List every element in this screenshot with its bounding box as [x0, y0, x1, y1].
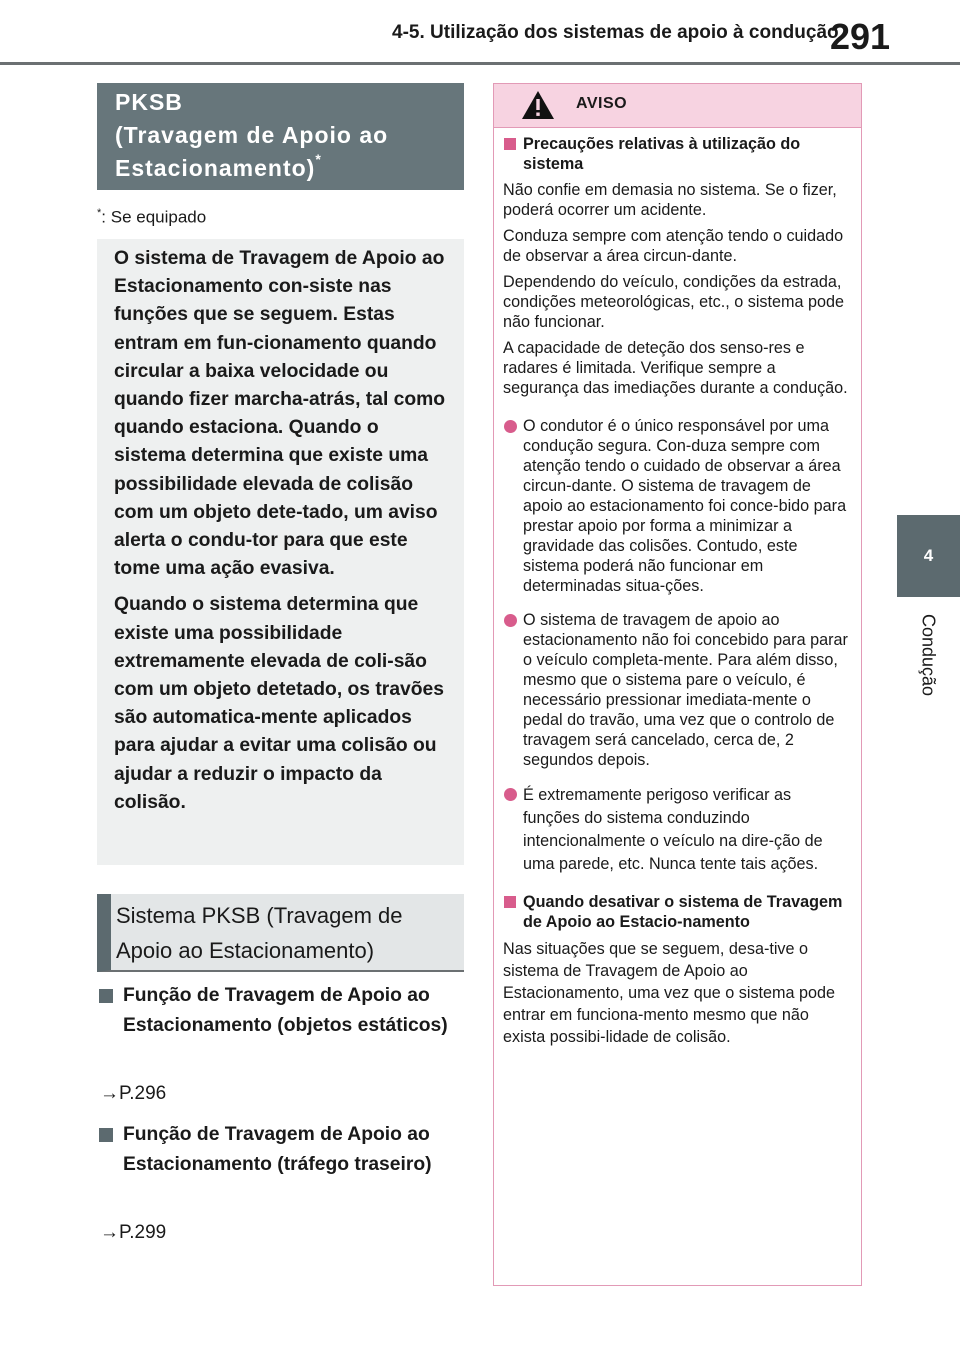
pksb-title-line-3: Estacionamento)	[115, 155, 316, 181]
intro-paragraph-2: Quando o sistema determina que existe uma possibilidade extremamente elevada de coli-são com um objeto detetado, os travões são automatica-mente aplicados para ajudar a evitar uma colisão ou ajudar a reduzir o impacto da colisão.	[114, 594, 444, 813]
footnote-text: : Se equipado	[101, 207, 207, 227]
chapter-label: Condução	[918, 613, 939, 697]
warning-paragraph: Nas situações que se seguem, desa-tive o sistema de Travagem de Apoio ao Estacionamento, uma vez que o sistema pode entrar em funciona-mento mesmo que não exista possibi-lidade de colisão.	[503, 940, 836, 1046]
page-header-title: 4-5. Utilização dos sistemas de apoio à condução	[392, 22, 839, 43]
warning-paragraph: Não confie em demasia no sistema. Se o fizer, poderá ocorrer um acidente.	[503, 181, 837, 219]
warning-subheading-deactivate	[503, 892, 849, 932]
warning-title: AVISO	[576, 95, 628, 112]
warning-paragraph: A capacidade de deteção dos senso-res e radares é limitada. Verifique sempre a segurança das imediações durante a condução.	[503, 339, 848, 397]
intro-paragraph-1: O sistema de Travagem de Apoio ao Estacionamento con-siste nas funções que se seguem. Estas entram em fun-cionamento quando circular a baixa velocidade ou quando fizer marcha-atrás, tal como quando estaciona. Quando o sistema determina que existe uma possibilidade elevada de colisão com um objeto dete-tado, um aviso alerta o condu-tor para que este tome uma ação evasiva.	[114, 248, 446, 580]
footnote-marker: *	[97, 207, 102, 219]
page-reference-link[interactable]: →P.299	[100, 1222, 167, 1243]
chapter-tab: 4	[897, 515, 960, 597]
square-bullet-icon	[504, 896, 516, 908]
round-bullet-icon	[504, 614, 517, 627]
square-bullet-icon	[99, 1128, 113, 1142]
warning-box	[493, 83, 862, 1286]
square-bullet-icon	[99, 989, 113, 1003]
bullet-text: É extremamente perigoso verificar as funções do sistema conduzindo intencionalmente o veículo na dire-ção de uma parede, etc. Nunca tente tais ações.	[523, 786, 823, 873]
footnote	[97, 207, 206, 228]
page-number: 291	[830, 16, 891, 57]
warning-bullet	[503, 610, 849, 770]
header-rule	[0, 62, 960, 65]
pksb-asterisk: *	[315, 151, 322, 167]
function-title: Função de Travagem de Apoio ao Estacionamento (objetos estáticos)	[123, 985, 448, 1036]
function-item-static	[97, 981, 464, 1041]
warning-header	[494, 84, 861, 128]
bullet-text: O condutor é o único responsável por uma condução segura. Con-duza sempre com atenção tendo o cuidado de observar a área circun-dante. O sistema de travagem de apoio ao estacionamento foi conce-bido para prestar apoio por forma a minimizar a gravidade das colisões. Contudo, este sistema poderá não funcionar em determinadas situa-ções.	[523, 417, 847, 595]
round-bullet-icon	[504, 420, 517, 433]
warning-subheading-precautions	[503, 134, 849, 174]
warning-bullet	[503, 784, 849, 876]
section-heading: Sistema PKSB (Travagem de Apoio ao Estacionamento)	[97, 894, 464, 972]
function-title: Função de Travagem de Apoio ao Estacionamento (tráfego traseiro)	[123, 1124, 432, 1175]
function-item-rear-traffic	[97, 1120, 464, 1180]
intro-box	[97, 239, 464, 865]
warning-paragraph: Conduza sempre com atenção tendo o cuidado de observar a área circun-dante.	[503, 227, 844, 265]
page-reference-link[interactable]: →P.296	[100, 1083, 167, 1104]
pksb-title-line-1: PKSB	[115, 89, 183, 115]
bullet-text: O sistema de travagem de apoio ao estacionamento não foi concebido para parar o veículo completa-mente. Para além disso, mesmo que o sistema pare o veículo, é necessário pressionar imediata-mente o pedal do travão, uma vez que o controlo de travagem será cancelado, cerca de, 2 segundos depois.	[523, 611, 848, 769]
round-bullet-icon	[504, 788, 517, 801]
warning-bullet	[503, 416, 849, 596]
warning-body	[494, 128, 861, 1048]
warning-paragraph: Dependendo do veículo, condições da estrada, condições meteorológicas, etc., o sistema pode não funcionar.	[503, 273, 845, 331]
warning-triangle-icon	[521, 90, 555, 120]
subheading-text: Quando desativar o sistema de Travagem de Apoio ao Estacio-namento	[523, 893, 843, 931]
square-bullet-icon	[504, 138, 516, 150]
subheading-text: Precauções relativas à utilização do sistema	[523, 135, 801, 173]
pksb-title-line-2: (Travagem de Apoio ao	[115, 122, 389, 148]
pksb-title-box	[97, 83, 464, 190]
